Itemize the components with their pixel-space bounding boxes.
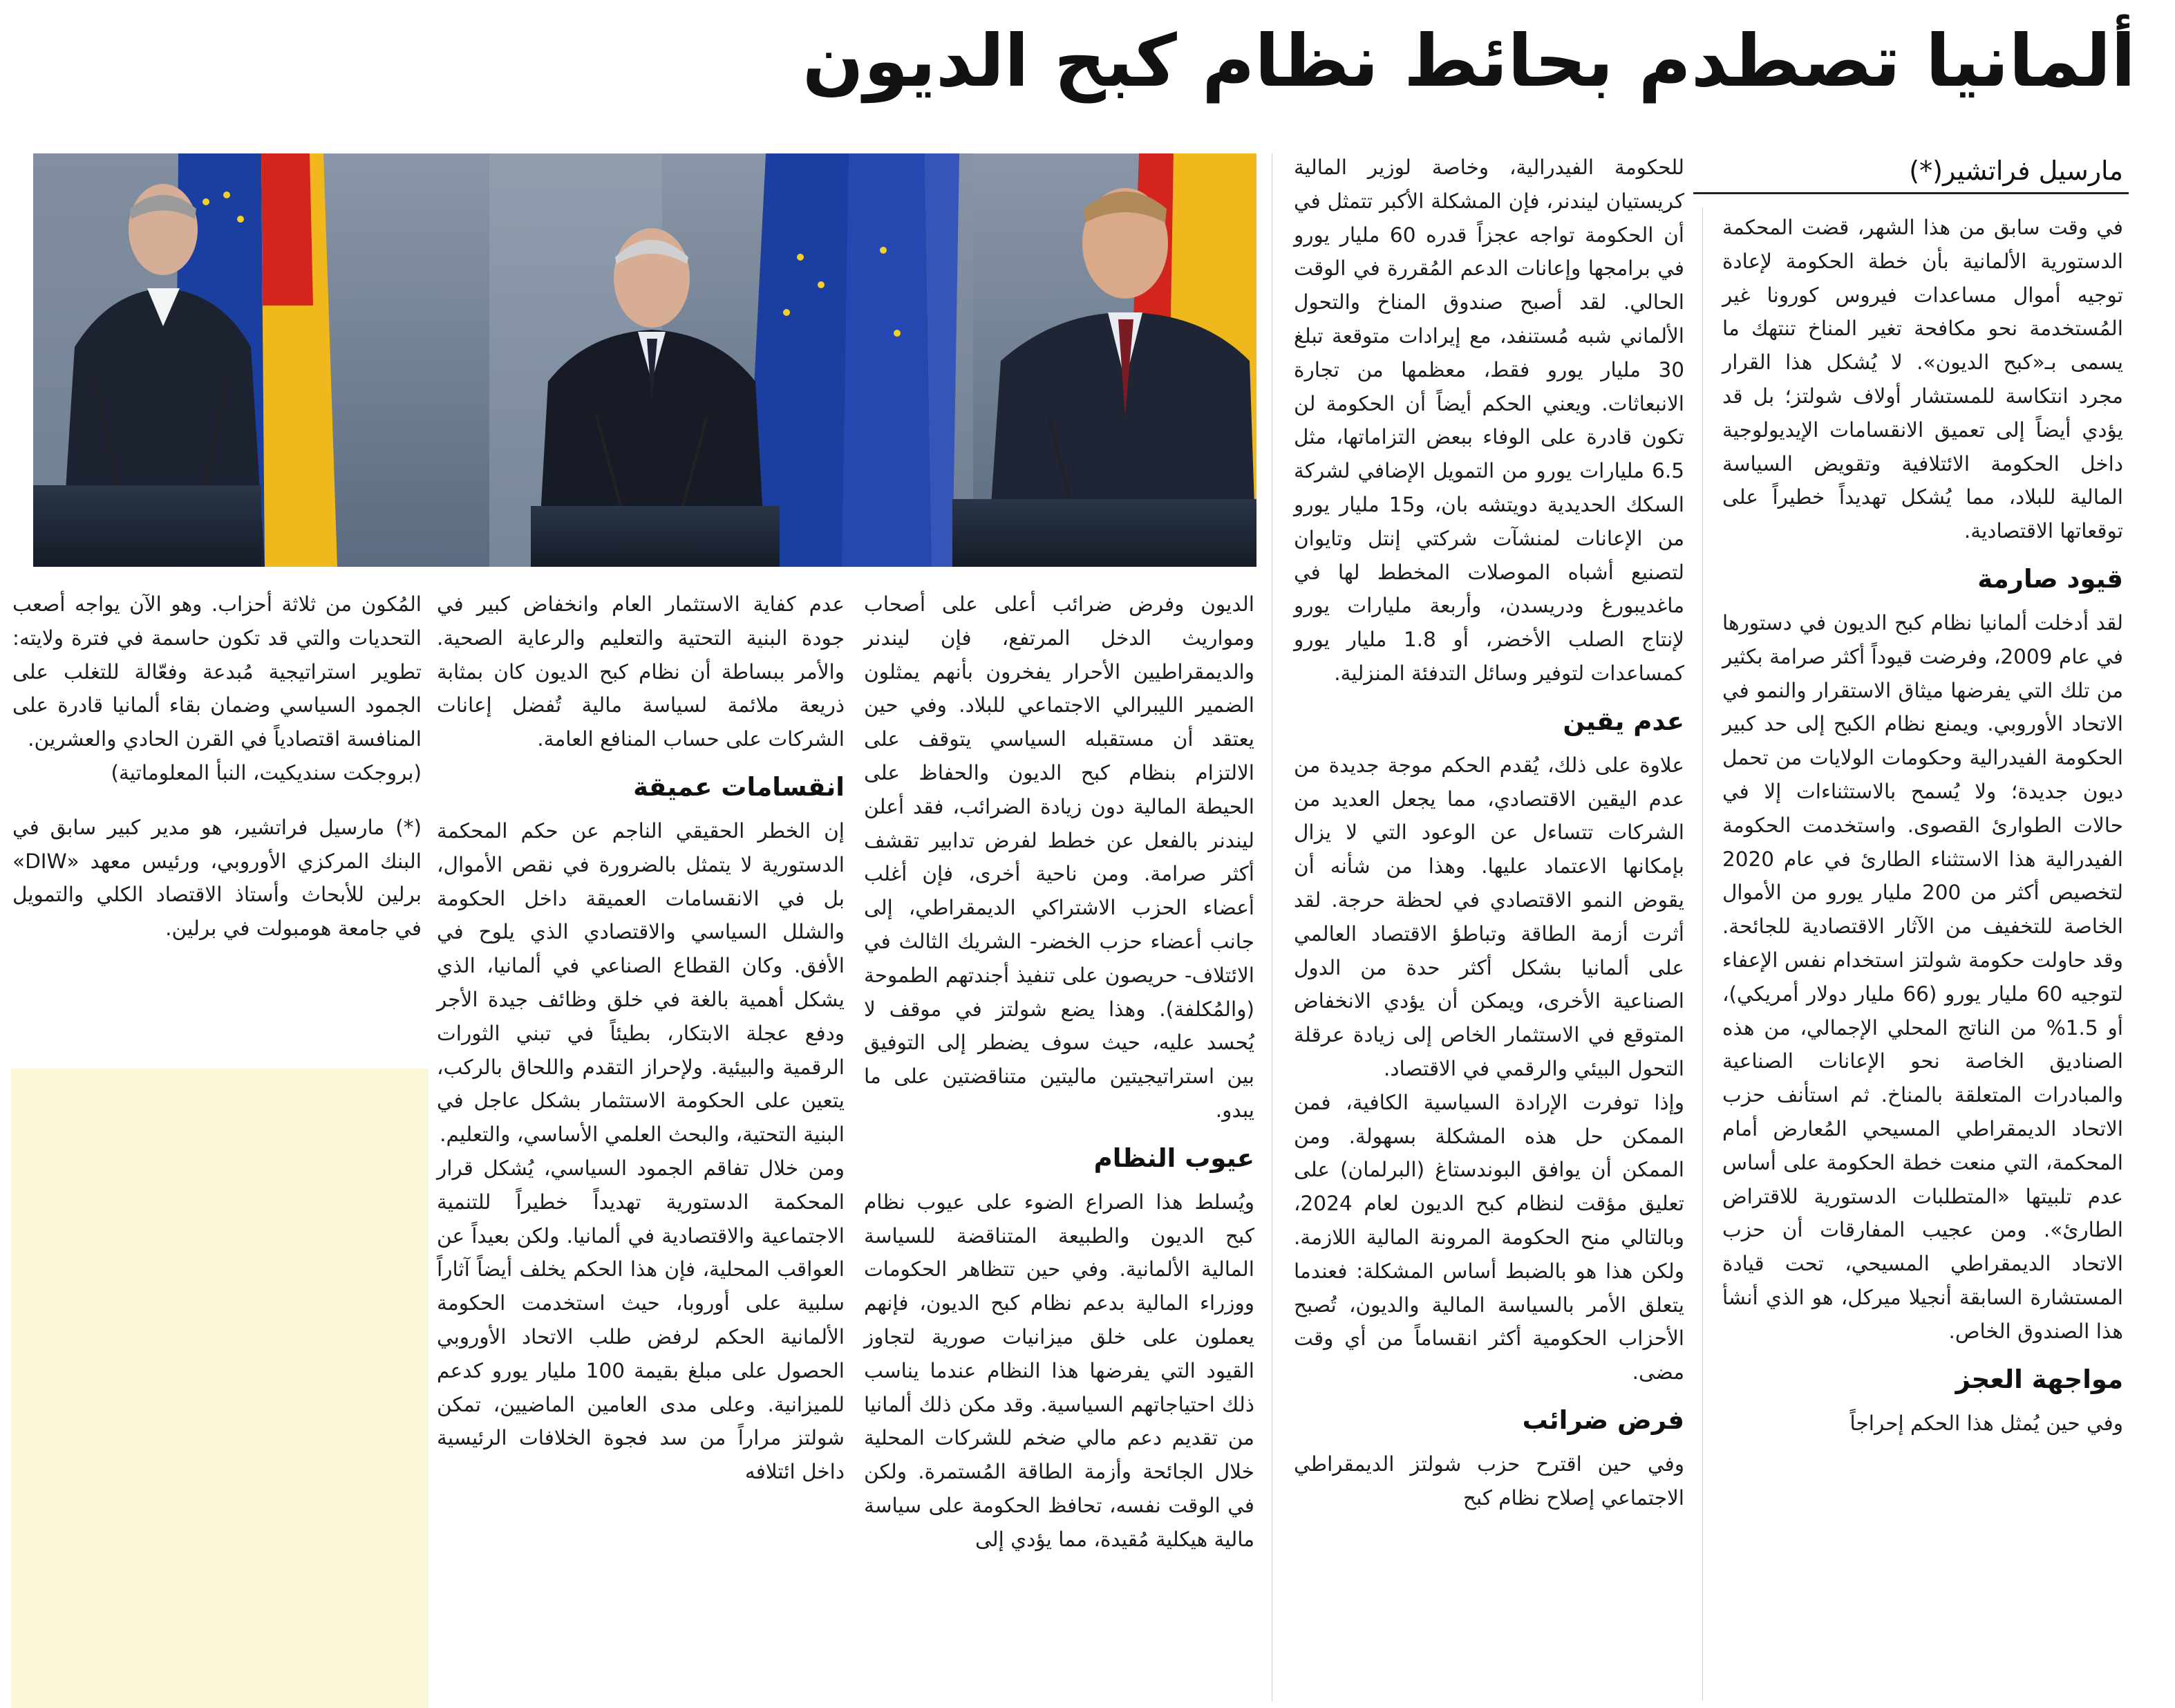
- section-heading: قيود صارمة: [1977, 563, 2123, 594]
- headline: ألمانيا تصطدم بحائط نظام كبح الديون: [802, 19, 2136, 103]
- section-heading: انقسامات عميقة: [633, 771, 845, 802]
- paragraph: وفي حين اقترح حزب شولتز الديمقراطي الاجتماعي إصلاح نظام كبح: [1294, 1452, 1684, 1510]
- paragraph: عدم كفاية الاستثمار العام وانخفاض كبير في جودة البنية التحتية والتعليم والرعاية الصحية. والأمر ببساطة أن نظام كبح الديون كان بمثابة ذريعة ملائمة لسياسة مالية تُفضل إعانات الشركات على حساب المنافع العامة.: [437, 592, 845, 751]
- paragraph: في وقت سابق من هذا الشهر، قضت المحكمة الدستورية الألمانية بأن خطة الحكومة لإعادة توجيه أموال مساعدات فيروس كورونا غير المُستخدمة نحو مكافحة تغير المناخ تنتهك ما يسمى بـ«كبح الديون». لا يُشكل هذا القرار مجرد انتكاسة للمستشار أولاف شولتز؛ بل قد يؤدي أيضاً إلى تعميق الانقسامات الإيديولوجية داخل الحكومة الائتلافية وتقويض السياسة المالية للبلاد، مما يُشكل تهديداً خطيراً على توقعاتها الاقتصادية.: [1722, 216, 2123, 543]
- paragraph: ومن خلال تفاقم الجمود السياسي، يُشكل قرار المحكمة الدستورية تهديداً خطيراً للتنمية الاجتماعية والاقتصادية في ألمانيا. ولكن بعيداً عن العواقب المحلية، فإن هذا الحكم يخلف أيضاً آثاراً سلبية على أوروبا، حيث استخدمت الحكومة الألمانية الحكم لرفض طلب الاتحاد الأوروبي الحصول على مبلغ بقيمة 100 مليار يورو كدعم للميزانية. وعلى مدى العامين الماضيين، تمكن شولتز مراراً من سد فجوة الخلافات الرئيسية داخل ائتلافه: [437, 1156, 845, 1484]
- paragraph: للحكومة الفيدرالية، وخاصة لوزير المالية كريستيان ليندنر، فإن المشكلة الأكبر تتمثل في أن الحكومة تواجه عجزاً قدره 60 مليار يورو في برامجها وإعانات الدعم المُقررة في الوقت الحالي. لقد أصبح صندوق المناخ والتحول الألماني شبه مُستنفد، مع إيرادات متوقعة تبلغ 30 مليار يورو فقط، معظمها من تجارة الانبعاثات. ويعني الحكم أيضاً أن الحكومة لن تكون قادرة على الوفاء ببعض التزاماتها، مثل 6.5 مليارات يورو من التمويل الإضافي لشركة السكك الحديدية دويتشه بان، و15 مليار يورو من الإعانات لمنشآت شركتي إنتل وتايوان لتصنيع أشباه الموصلات المخطط لها في ماغديبورغ ودريسدن، وأربعة مليارات يورو لإنتاج الصلب الأخضر، أو 1.8 مليار يورو كمساعدات لتوفير وسائل التدفئة المنزلية.: [1294, 156, 1684, 685]
- paragraph: وإذا توفرت الإرادة السياسية الكافية، فمن الممكن حل هذه المشكلة بسهولة. ومن الممكن أن يوافق البوندستاغ (البرلمان) على تعليق مؤقت لنظام كبح الديون لعام 2024، وبالتالي منح الحكومة المرونة المالية اللازمة. ولكن هذا هو بالضبط أساس المشكلة: فعندما يتعلق الأمر بالسياسة المالية والديون، تُصبح الأحزاب الحكومية أكثر انقساماً من أي وقت مضى.: [1294, 1090, 1684, 1385]
- section-heading: فرض ضرائب: [1522, 1405, 1684, 1435]
- article-column-5: [12, 588, 422, 1058]
- paragraph: ويُسلط هذا الصراع الضوء على عيوب نظام كبح الديون والطبيعة المتناقضة للسياسة المالية الألمانية. وفي حين تتظاهر الحكومات ووزراء المالية بدعم نظام كبح الديون، فإنهم يعملون على خلق ميزانيات صورية لتجاوز القيود التي يفرضها هذا النظام عندما يناسب ذلك احتياجاتهم السياسية. وقد مكن ذلك ألمانيا من تقديم دعم مالي ضخم للشركات المحلية خلال الجائحة وأزمة الطاقة المُستمرة. ولكن في الوقت نفسه، تحافظ الحكومة على سياسة مالية هيكلية مُقيدة، مما يؤدي إلى: [864, 1190, 1254, 1551]
- article-column-3: [864, 588, 1254, 1700]
- yellow-ad-space: [11, 1069, 429, 1708]
- section-heading: عدم يقين: [1563, 706, 1684, 736]
- byline: مارسيل فراتشير(*): [1909, 156, 2123, 186]
- paragraph: الديون وفرض ضرائب أعلى على أصحاب ومواريث الدخل المرتفع، فإن ليندنر والديمقراطيين الأحرار يفخرون بأنهم يمثلون الضمير الليبرالي الاجتماعي للبلاد. وفي حين يعتقد أن مستقبله السياسي يتوقف على الالتزام بنظام كبح الديون والحفاظ على الحيطة المالية دون زيادة الضرائب، فقد أعلن ليندنر بالفعل عن خطط لفرض تدابير تقشف أكثر صرامة. ومن ناحية أخرى، فإن أغلب أعضاء الحزب الاشتراكي الديمقراطي، إلى جانب أعضاء حزب الخضر- الشريك الثالث في الائتلاف- حريصون على تنفيذ أجندتهم الطموحة (والمُكلفة). وهذا يضع شولتز في موقف لا يُحسد عليه، حيث سوف يضطر إلى التوفيق بين استراتيجيتين ماليتين متناقضتين على ما يبدو.: [864, 592, 1254, 1122]
- article-photo: [33, 153, 1256, 567]
- article-column-2: [1294, 151, 1684, 1699]
- paragraph: إن الخطر الحقيقي الناجم عن حكم المحكمة الدستورية لا يتمثل بالضرورة في نقص الأموال، بل في الانقسامات العميقة داخل الحكومة والشلل السياسي والاقتصادي الذي يلوح في الأفق. وكان القطاع الصناعي في ألمانيا، الذي يشكل أهمية بالغة في خلق وظائف جيدة الأجر ودفع عجلة الابتكار، بطيئاً في تبني الثورات الرقمية والبيئية. ولإحراز التقدم واللحاق بالركب، يتعين على الحكومة الاستثمار بشكل عاجل في البنية التحتية، والبحث العلمي الأساسي، والتعليم.: [437, 818, 845, 1147]
- article-column-4: [437, 588, 845, 1700]
- paragraph: وفي حين يُمثل هذا الحكم إحراجاً: [1849, 1411, 2123, 1435]
- paragraph: (بروجكت سنديكيت، النبأ المعلوماتية): [111, 760, 422, 785]
- column-divider: [1702, 207, 1703, 1700]
- paragraph: المُكون من ثلاثة أحزاب. وهو الآن يواجه أصعب التحديات والتي قد تكون حاسمة في فترة ولايته: تطوير استراتيجية مُبدعة وفعّالة للتغلب على الجمود السياسي وضمان بقاء ألمانيا قادرة على المنافسة اقتصادياً في القرن الحادي والعشرين.: [12, 592, 422, 751]
- spacer: [12, 790, 422, 811]
- article-column-1: [1722, 211, 2123, 1697]
- paragraph: علاوة على ذلك، يُقدم الحكم موجة جديدة من عدم اليقين الاقتصادي، مما يجعل العديد من الشركات تتساءل عن الوعود التي لا يزال بإمكانها الاعتماد عليها. وهذا من شأنه أن يقوض النمو الاقتصادي في لحظة حرجة. لقد أثرت أزمة الطاقة وتباطؤ الاقتصاد العالمي على ألمانيا بشكل أكثر حدة من الدول الصناعية الأخرى، ويمكن أن يؤدي الانخفاض المتوقع في الاستثمار الخاص إلى زيادة عرقلة التحول البيئي والرقمي في الاقتصاد.: [1294, 753, 1684, 1080]
- press-conference-image: [33, 153, 1256, 567]
- section-heading: عيوب النظام: [1093, 1143, 1254, 1173]
- paragraph: لقد أدخلت ألمانيا نظام كبح الديون في دستورها في عام 2009، وفرضت قيوداً أكثر صرامة بكثير من تلك التي يفرضها ميثاق الاستقرار والنمو في الاتحاد الأوروبي. ويمنع نظام الكبح إلى حد كبير الحكومة الفيدرالية وحكومات الولايات من تحمل ديون جديدة؛ ولا يُسمح بالاستثناءات إلا في حالات الطوارئ القصوى. واستخدمت الحكومة الفيدرالية هذا الاستثناء الطارئ في عام 2020 لتخصيص أكثر من 200 مليار يورو من الأموال الخاصة للتخفيف من الآثار الاقتصادية للجائحة. وقد حاولت حكومة شولتز استخدام نفس الإعفاء لتوجيه 60 مليار يورو (66 مليار دولار أمريكي)، أو 1.5% من الناتج المحلي الإجمالي، من هذه الصناديق الخاصة نحو الإعانات الصناعية والمبادرات المتعلقة بالمناخ. ثم استأنف حزب الاتحاد الديمقراطي المسيحي المُعارض أمام المحكمة، التي منعت خطة الحكومة على أساس عدم تلبيتها «المتطلبات الدستورية للاقتراض الطارئ». ومن عجيب المفارقات أن حزب الاتحاد الديمقراطي المسيحي، تحت قيادة المستشارة السابقة أنجيلا ميركل، هو الذي أنشأ هذا الصندوق الخاص.: [1722, 610, 2123, 1343]
- byline-rule: [1693, 192, 2129, 194]
- section-heading: مواجهة العجز: [1955, 1364, 2123, 1394]
- paragraph: (*) مارسيل فراتشير، هو مدير كبير سابق في البنك المركزي الأوروبي، ورئيس معهد «DIW» برلين للأبحاث وأستاذ الاقتصاد الكلي والتمويل في جامعة هومبولت في برلين.: [12, 815, 422, 941]
